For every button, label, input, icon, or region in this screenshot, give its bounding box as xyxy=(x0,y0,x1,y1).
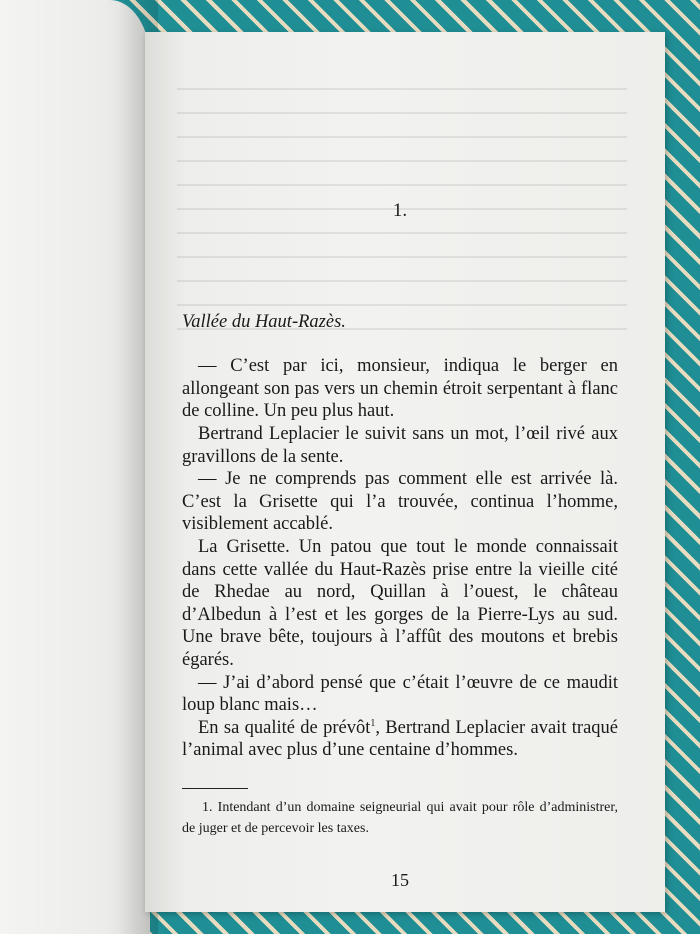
place-heading: Vallée du Haut-Razès. xyxy=(182,311,346,332)
paragraph: Bertrand Leplacier le suivit sans un mot, l’œil rivé aux gravillons de la sente. xyxy=(182,423,618,467)
paragraph: La Grisette. Un patou que tout le monde connaissait dans cette vallée du Haut-Razès prise entre la vieille cité de Rhedae au nord, Quillan à l’ouest, le château d’Albedun à l’est et les gorges de la Pierre-Lys au sud. Une brave bête, toujours à l’affût des moutons et brebis égarés. xyxy=(182,536,618,670)
paragraph-text: En sa qualité de prévôt xyxy=(198,717,371,738)
footnote: 1. Intendant d’un domaine seigneurial qui avait pour rôle d’administrer, de juger et de percevoir les taxes. xyxy=(182,799,618,836)
chapter-number: 1. xyxy=(392,200,408,221)
paragraph: — J’ai d’abord pensé que c’était l’œuvre de ce maudit loup blanc mais… xyxy=(182,672,618,716)
page-number: 15 xyxy=(391,869,409,890)
footnote-divider xyxy=(182,788,248,789)
paragraph-last xyxy=(182,717,618,762)
footnote-marker: 1 xyxy=(370,717,376,729)
paragraph: — C’est par ici, monsieur, indiqua le berger en allongeant son pas vers un chemin étroit serpentant à flanc de colline. Un peu plus haut. xyxy=(182,356,618,422)
page-text-block xyxy=(182,200,618,891)
paragraph: — Je ne comprends pas comment elle est arrivée là. C’est la Grisette qui l’a trouvée, continua l’homme, visiblement accablé. xyxy=(182,469,618,535)
paragraph-text: , Bertrand Leplacier avait traqué l’animal avec plus d’une centaine d’hommes. xyxy=(182,717,619,761)
